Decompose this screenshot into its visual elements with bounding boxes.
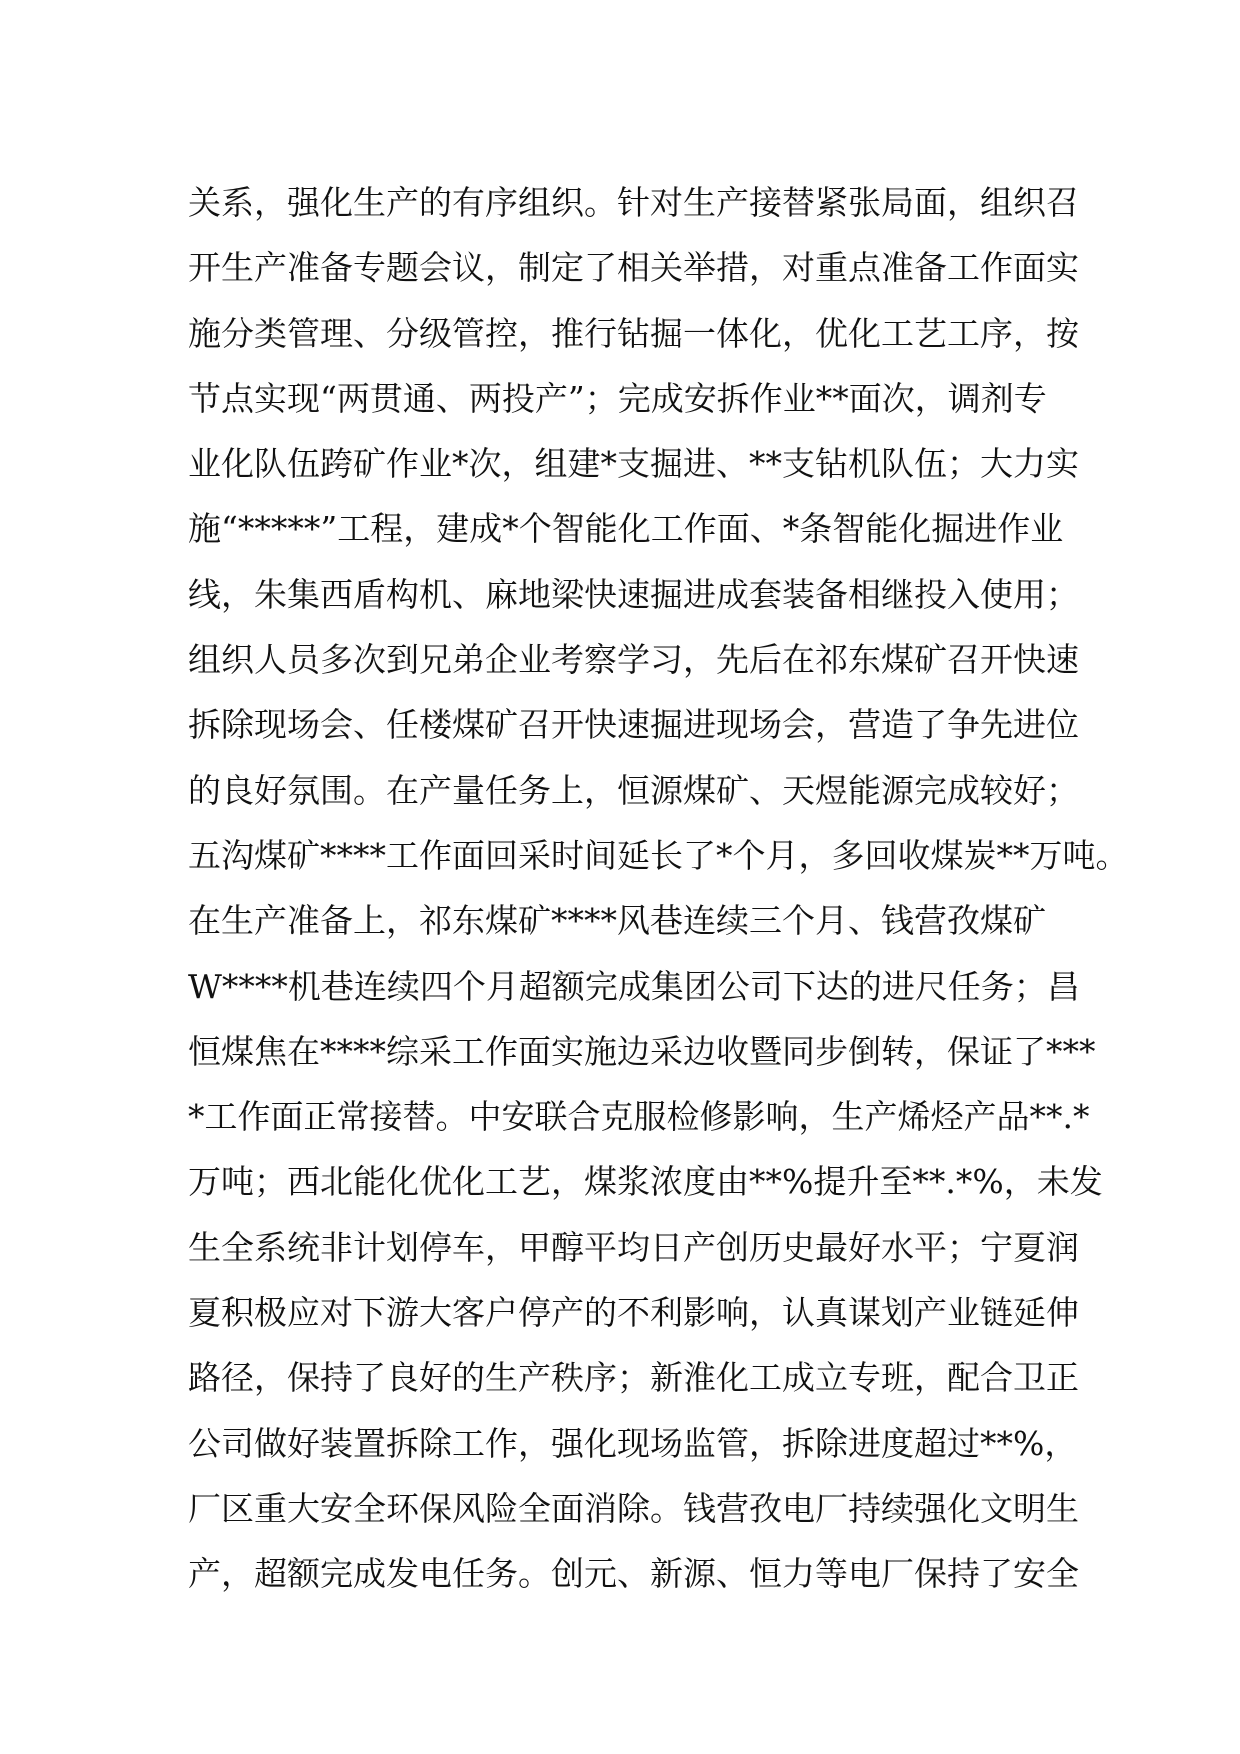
text-line: 恒煤焦在****综采工作面实施边采边收暨同步倒转，保证了*** <box>188 1031 1096 1071</box>
text-line: 拆除现场会、任楼煤矿召开快速掘进现场会，营造了争先进位 <box>188 705 1079 745</box>
body-text <box>188 170 1129 1607</box>
text-line: 生全系统非计划停车，甲醇平均日产创历史最好水平；宁夏润 <box>188 1227 1079 1267</box>
text-line: W****机巷连续四个月超额完成集团公司下达的进尺任务；昌 <box>188 966 1080 1006</box>
text-line: 产，超额完成发电任务。创元、新源、恒力等电厂保持了安全 <box>188 1554 1079 1594</box>
text-line: 路径，保持了良好的生产秩序；新淮化工成立专班，配合卫正 <box>188 1358 1079 1398</box>
text-line: 在生产准备上，祁东煤矿****风巷连续三个月、钱营孜煤矿 <box>188 901 1046 941</box>
text-line: 线，朱集西盾构机、麻地梁快速掘进成套装备相继投入使用； <box>188 574 1079 614</box>
text-line: 业化队伍跨矿作业*次，组建*支掘进、**支钻机队伍；大力实 <box>188 444 1079 484</box>
text-line: 节点实现“两贯通、两投产”；完成安拆作业**面次，调剂专 <box>188 378 1047 418</box>
text-line: 夏积极应对下游大客户停产的不利影响，认真谋划产业链延伸 <box>188 1293 1079 1333</box>
text-line: 开生产准备专题会议，制定了相关举措，对重点准备工作面实 <box>188 248 1079 288</box>
text-line: 施“*****”工程，建成*个智能化工作面、*条智能化掘进作业 <box>188 509 1064 549</box>
text-line: 五沟煤矿****工作面回采时间延长了*个月，多回收煤炭**万吨。 <box>188 835 1129 875</box>
text-line: 关系，强化生产的有序组织。针对生产接替紧张局面，组织召 <box>188 183 1079 222</box>
text-line: 厂区重大安全环保风险全面消除。钱营孜电厂持续强化文明生 <box>188 1488 1079 1528</box>
text-line: 万吨；西北能化优化工艺，煤浆浓度由**%提升至**.*%，未发 <box>188 1162 1103 1202</box>
text-line: 的良好氛围。在产量任务上，恒源煤矿、天煜能源完成较好； <box>188 770 1079 810</box>
text-line: 组织人员多次到兄弟企业考察学习，先后在祁东煤矿召开快速 <box>188 640 1079 680</box>
text-line: 公司做好装置拆除工作，强化现场监管，拆除进度超过**%， <box>188 1423 1078 1463</box>
text-line: *工作面正常接替。中安联合克服检修影响，生产烯烃产品**.* <box>188 1097 1090 1137</box>
text-line: 施分类管理、分级管控，推行钻掘一体化，优化工艺工序，按 <box>188 313 1079 353</box>
